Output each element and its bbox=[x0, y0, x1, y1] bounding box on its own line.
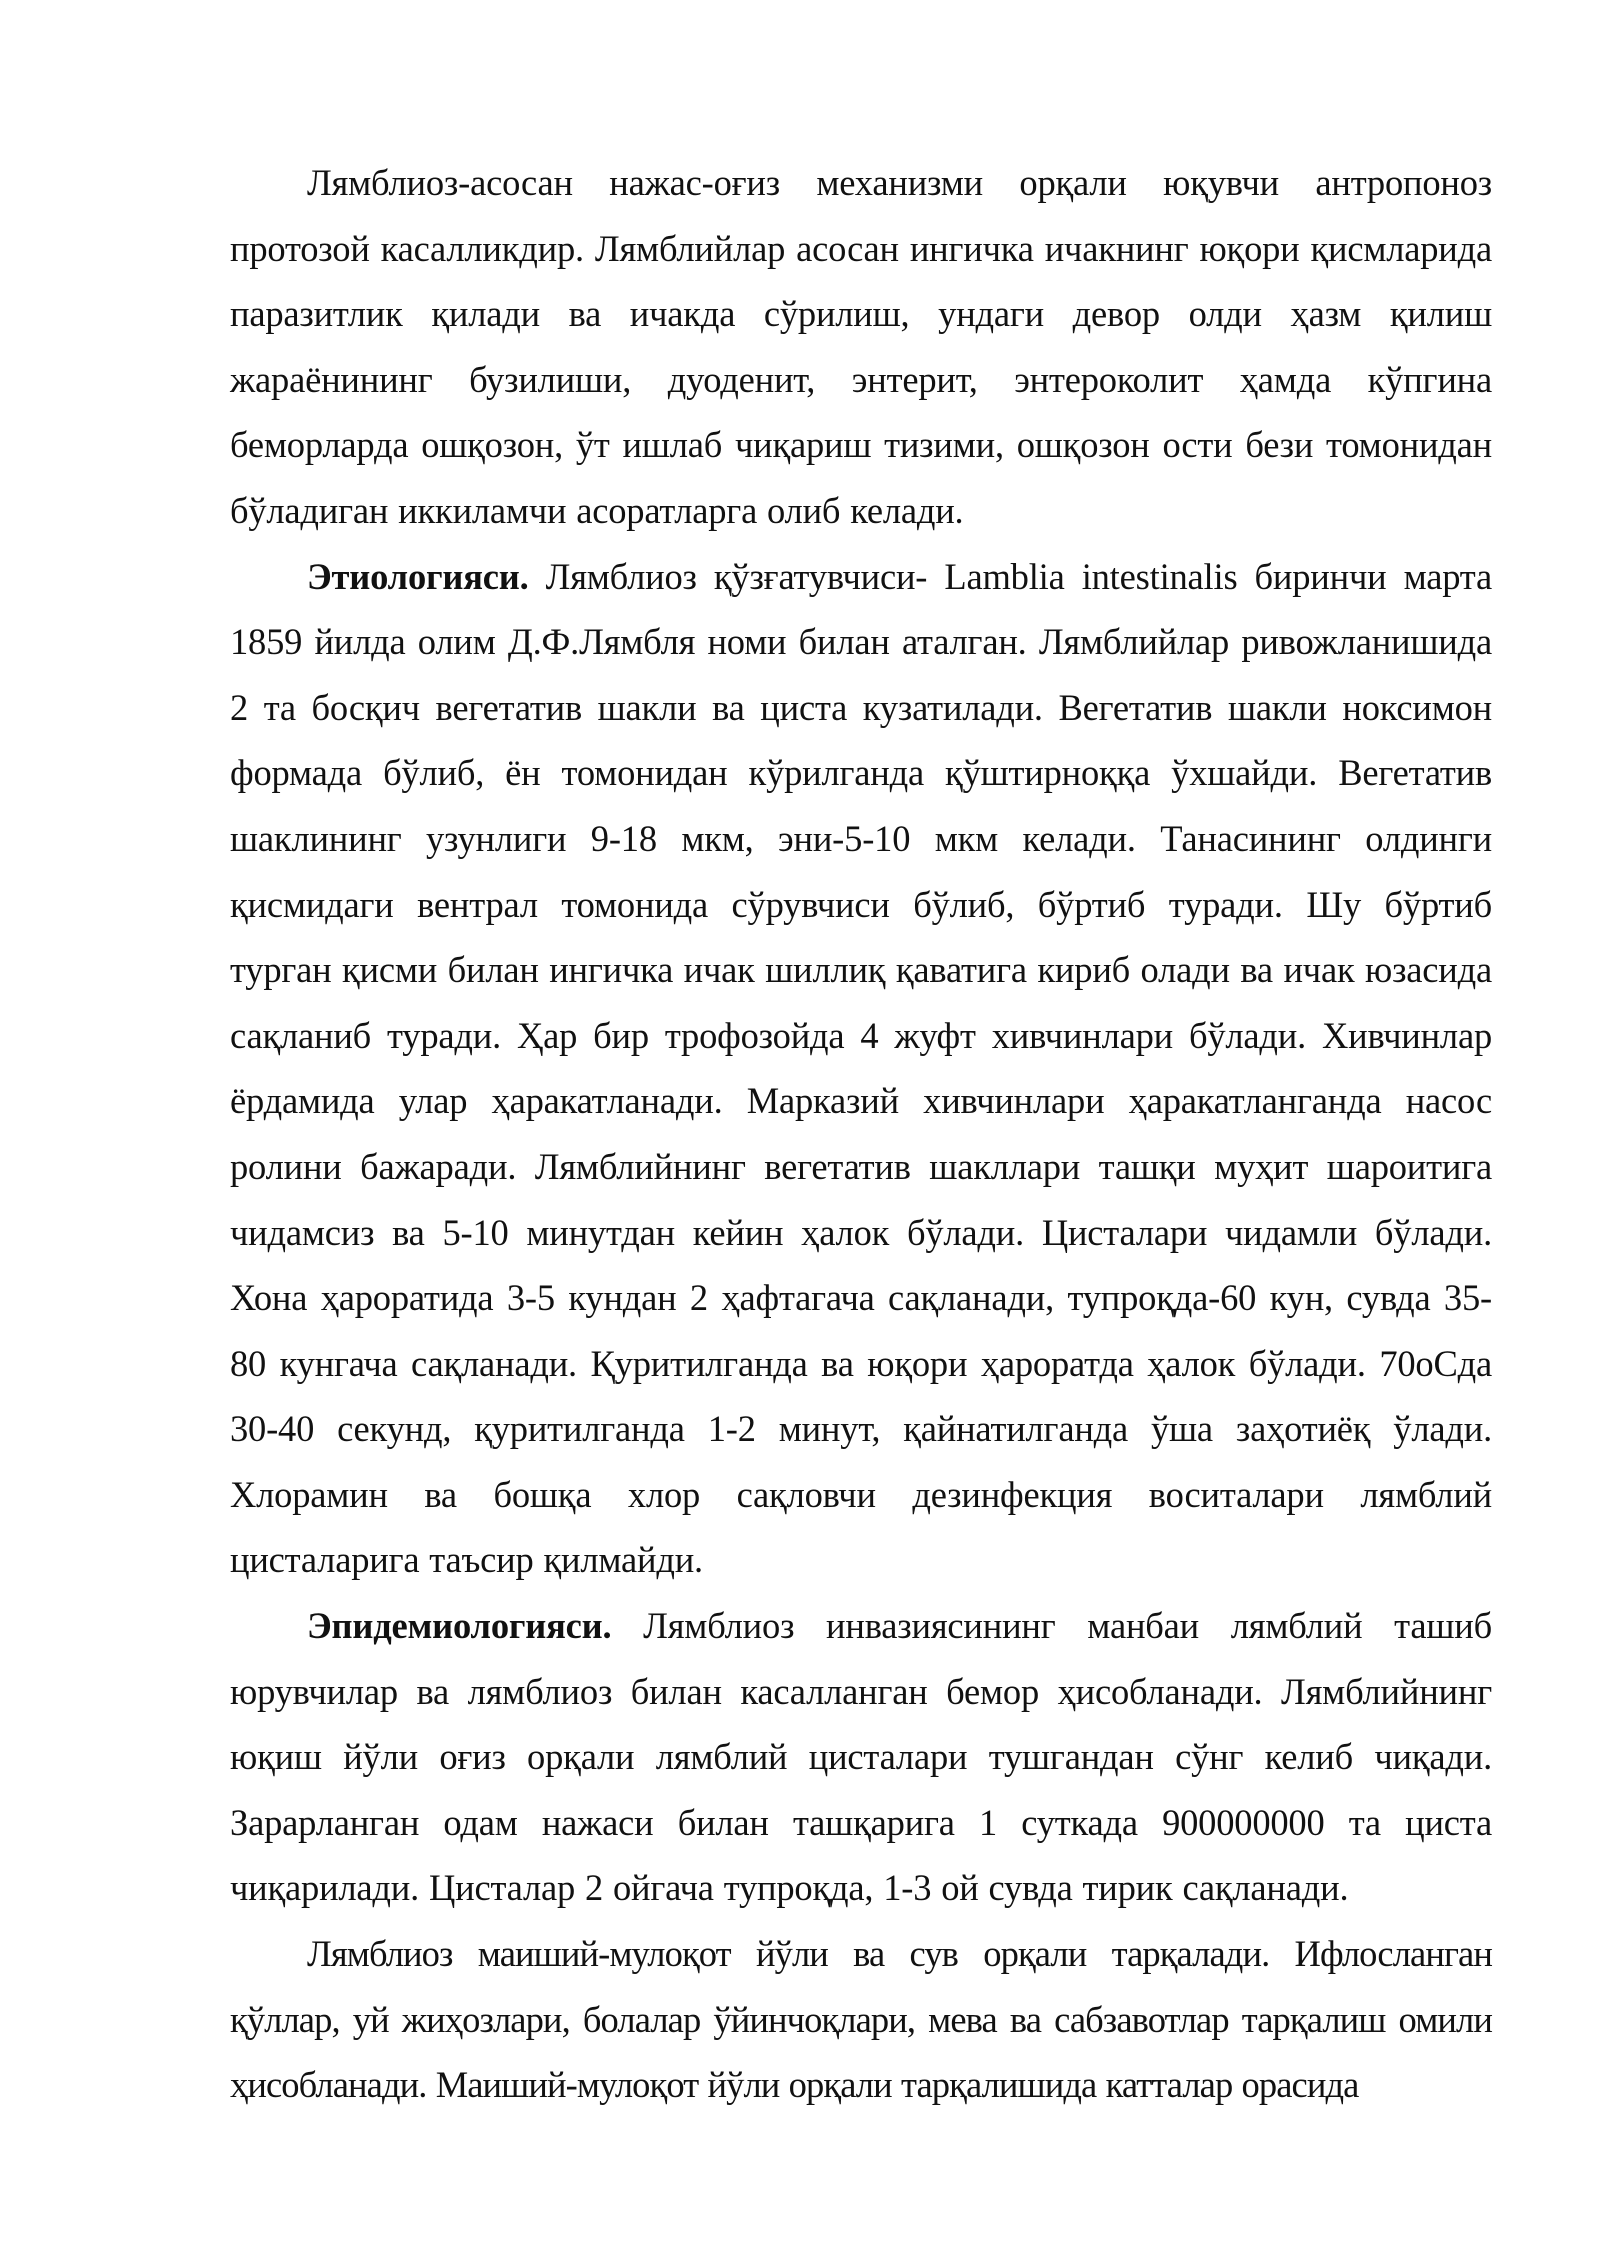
paragraph-intro-text: Лямблиоз-асосан нажас-оғиз механизми орқали юқувчи антропоноз протозой касалликдир. Лямблийлар асосан ингичка ичакнинг юқори қисмларида паразитлик қилади ва ичакда сўрилиш, ундаги девор олди ҳазм қилиш жараёнининг бузилиши, дуоденит, энтерит, энтероколит ҳамда кўпгина беморларда ошқозон, ўт ишлаб чиқариш тизими, ошқозон ости бези томонидан бўладиган иккиламчи асоратларга олиб келади. bbox=[230, 162, 1492, 531]
paragraph-etiology-text: Лямблиоз қўзғатувчиси- Lamblia intestinalis биринчи марта 1859 йилда олим Д.Ф.Лямбля номи билан аталган. Лямблийлар ривожланишида 2 та босқич вегетатив шакли ва циста кузатилади. Вегетатив шакли ноксимон формада бўлиб, ён томонидан кўрилганда қўштирноққа ўхшайди. Вегетатив шаклининг узунлиги 9-18 мкм, эни-5-10 мкм келади. Танасининг олдинги қисмидаги вентрал томонида сўрувчиси бўлиб, бўртиб туради. Шу бўртиб турган қисми билан ингичка ичак шиллиқ қаватига кириб олади ва ичак юзасида сақланиб туради. Ҳар бир трофозойда 4 жуфт хивчинлари бўлади. Хивчинлар ёрдамида улар ҳаракатланади. Марказий хивчинлари ҳаракатланганда насос ролини бажаради. Лямблийнинг вегетатив шакллари ташқи муҳит шароитига чидамсиз ва 5-10 минутдан кейин ҳалок бўлади. Цисталари чидамли бўлади. Хона ҳароратида 3-5 кундан 2 ҳафтагача сақланади, тупроқда-60 кун, сувда 35-80 кунгача сақланади. Қуритилганда ва юқори ҳароратда ҳалок бўлади. 70оСда 30-40 секунд, қуритилганда 1-2 минут, қайнатилганда ўша заҳотиёқ ўлади. Хлорамин ва бошқа хлор сақловчи дезинфекция воситалари лямблий цисталарига таъсир қилмайди. bbox=[230, 555, 1492, 1581]
paragraph-transmission bbox=[230, 1921, 1492, 2118]
paragraph-transmission-text: Лямблиоз маиший-мулоқот йўли ва сув орқали тарқалади. Ифлосланган қўллар, уй жиҳозлари, болалар ўйинчоқлари, мева ва сабзавотлар тарқалиш омили ҳисобланади. Маиший-мулоқот йўли орқали тарқалишида катталар орасида bbox=[230, 1933, 1492, 2106]
paragraph-etiology bbox=[230, 544, 1492, 1594]
paragraph-intro bbox=[230, 150, 1492, 544]
heading-epidemiology: Эпидемиологияси. bbox=[307, 1605, 612, 1647]
paragraph-epidemiology bbox=[230, 1593, 1492, 1921]
document-page bbox=[230, 150, 1492, 2118]
paragraph-epidemiology-text: Лямблиоз инвазиясининг манбаи лямблий ташиб юрувчилар ва лямблиоз билан касалланган бемор ҳисобланади. Лямблийнинг юқиш йўли оғиз орқали лямблий цисталари тушгандан сўнг келиб чиқади. Зарарланган одам нажаси билан ташқарига 1 суткада 900000000 та циста чиқарилади. Цисталар 2 ойгача тупроқда, 1-3 ой сувда тирик сақланади. bbox=[230, 1605, 1492, 1909]
heading-etiology: Этиологияси. bbox=[307, 555, 529, 597]
